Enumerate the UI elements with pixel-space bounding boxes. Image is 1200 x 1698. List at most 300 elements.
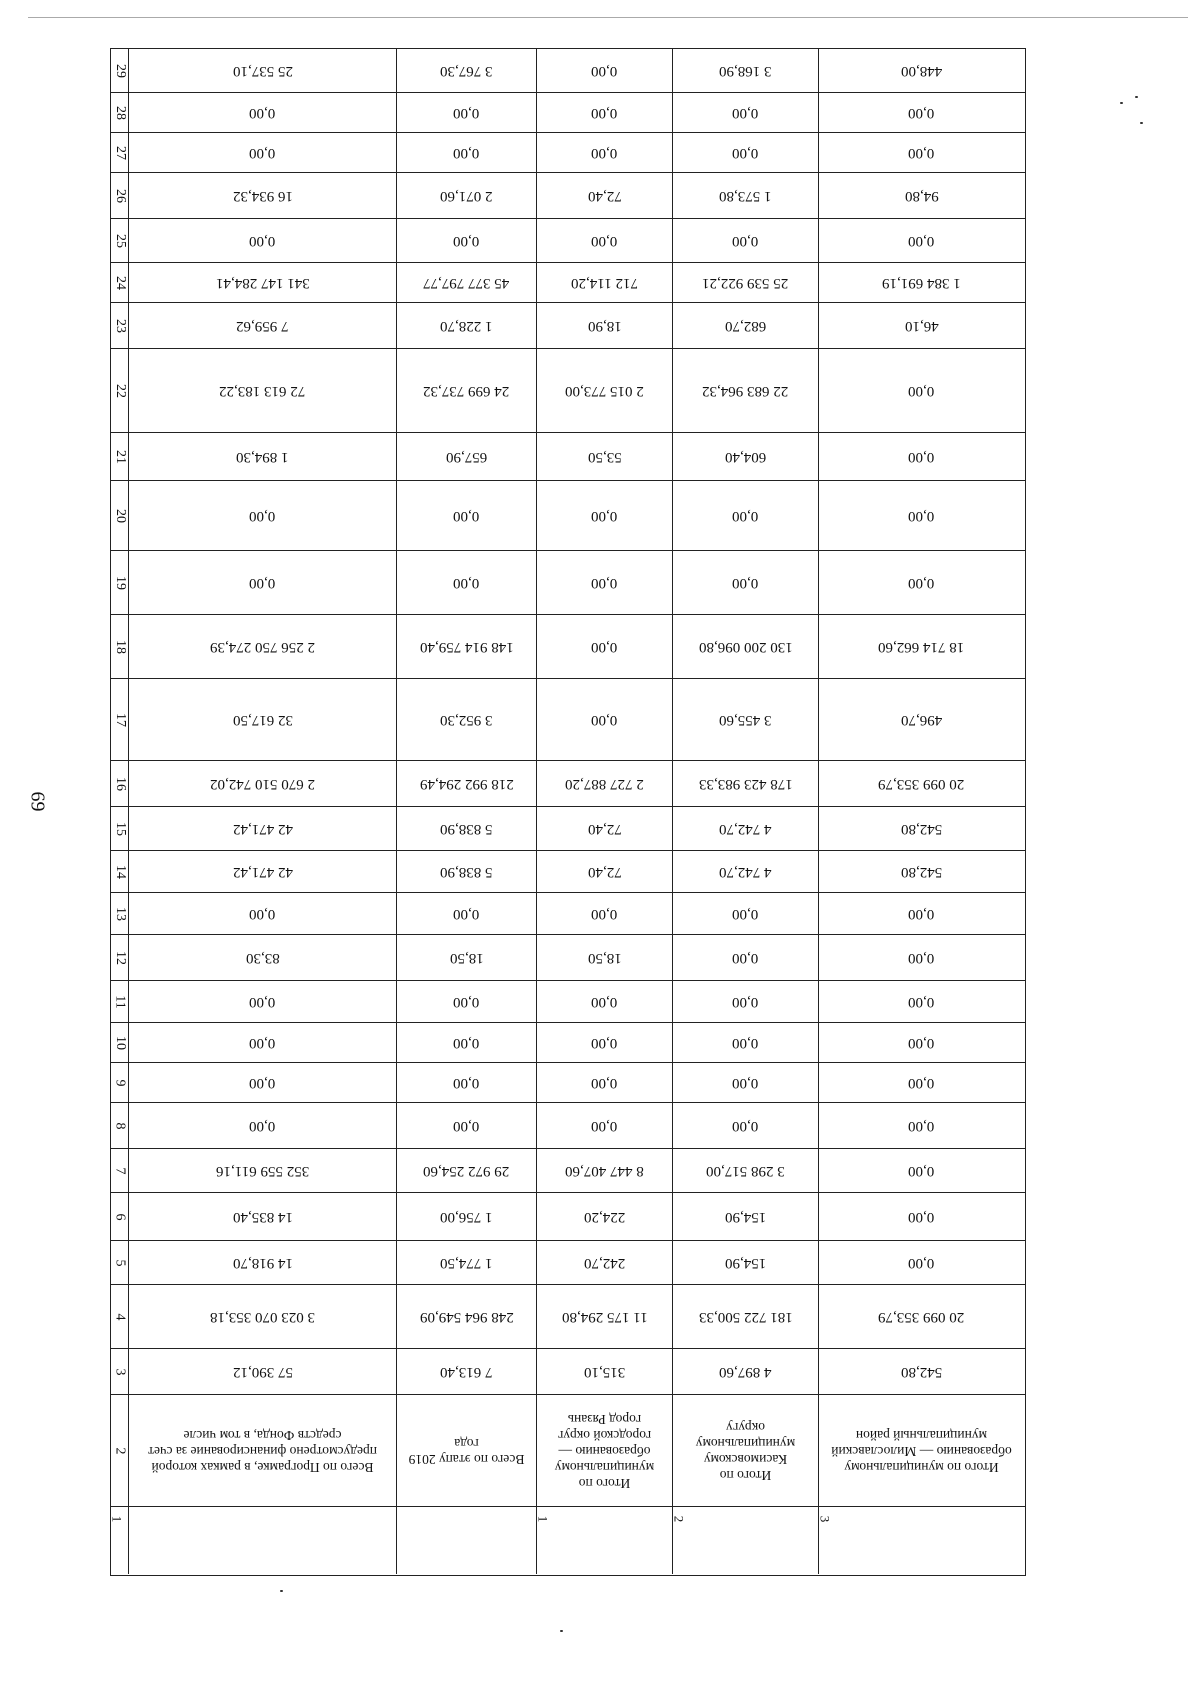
data-table [110,48,1026,1576]
column-number-row [111,1507,1025,1574]
column-header-text: Всего по этапу 2019 года [408,1435,525,1467]
table-row [111,49,1025,93]
table-cell [129,1285,397,1348]
table-cell [537,349,673,432]
table-cell-text: 4 742,70 [719,864,772,880]
table-cell [819,851,1024,892]
table-cell-text: 315,10 [583,1364,626,1380]
table-row [111,851,1025,893]
table-cell-text: 352 559 611,16 [215,1163,310,1179]
table-cell-text: 14 835,40 [232,1209,293,1225]
table-cell [673,1149,819,1192]
table-cell [129,981,397,1022]
table-cell-text: 712 114,20 [571,275,638,291]
table-cell [819,1193,1024,1240]
row-index [111,981,129,1022]
column-number: 2 [671,1515,687,1523]
table-cell-text: 20 099 353,79 [878,776,965,792]
table-cell [537,1241,673,1284]
row-index-text: 8 [112,1122,128,1129]
table-row [111,93,1025,133]
column-header-text: Итого по Касимовскому муниципальному округу [695,1419,796,1483]
table-cell [673,133,819,172]
table-cell-text: 0,00 [453,145,480,161]
row-index-text: 16 [112,776,128,791]
table-cell [673,893,819,934]
table-cell-text: 0,00 [732,1118,759,1134]
table-cell [673,615,819,678]
table-row [111,173,1025,219]
table-cell [397,173,537,218]
row-index-text: 18 [112,639,128,654]
table-cell-text: 0,00 [249,105,276,121]
table-row [111,219,1025,263]
table-row [111,433,1025,481]
table-cell [129,893,397,934]
table-cell [397,303,537,348]
row-index-text: 12 [112,950,128,965]
table-cell [537,1285,673,1348]
table-cell [397,349,537,432]
row-index [111,893,129,934]
table-cell [129,935,397,980]
table-cell [537,1023,673,1062]
table-cell [129,433,397,480]
table-cell [537,133,673,172]
table-cell-text: 0,00 [453,906,480,922]
row-index-text: 7 [112,1167,128,1174]
table-cell [397,219,537,262]
table-cell-text: 0,00 [453,508,480,524]
table-cell [819,1349,1024,1394]
table-cell-text: 542,80 [900,1364,943,1380]
table-cell [819,433,1024,480]
table-cell-text: 0,00 [591,508,618,524]
table-cell-text: 0,00 [453,575,480,591]
table-cell [673,349,819,432]
table-cell [129,1193,397,1240]
table-cell [537,1193,673,1240]
row-index-text: 27 [112,145,128,160]
table-cell [397,851,537,892]
table-cell [129,93,397,132]
scan-speck [1140,122,1143,124]
table-cell-text: 72,40 [587,821,622,837]
row-index [111,173,129,218]
table-cell [397,1103,537,1148]
table-cell-text: 0,00 [591,639,618,655]
column-header [397,1395,537,1506]
table-cell [397,893,537,934]
table-cell-text: 3 168,90 [719,63,772,79]
table-cell-text: 57 390,12 [232,1364,293,1380]
table-cell-text: 0,00 [732,508,759,524]
table-cell [819,1023,1024,1062]
table-row [111,1349,1025,1395]
table-cell [819,263,1024,302]
table-cell-text: 248 964 549,09 [419,1309,514,1325]
row-index [111,303,129,348]
table-cell-text: 0,00 [908,1209,935,1225]
table-row [111,1103,1025,1149]
table-cell-text: 53,50 [587,449,622,465]
table-cell-text: 1 573,80 [719,188,772,204]
table-row [111,1063,1025,1103]
table-cell-text: 29 972 254,60 [423,1163,510,1179]
table-cell-text: 32 617,50 [232,712,293,728]
table-cell [537,49,673,92]
scan-speck [560,1630,563,1632]
table-row [111,263,1025,303]
table-row [111,761,1025,807]
column-number-cell [111,1507,129,1574]
row-index [111,349,129,432]
table-cell-text: 148 914 759,40 [419,639,514,655]
table-cell-text: 0,00 [732,105,759,121]
page-number: 69 [26,791,49,812]
table-cell-text: 0,00 [591,906,618,922]
table-cell [537,551,673,614]
scan-speck [1120,102,1123,104]
row-index-text: 29 [112,63,128,78]
row-index-text: 23 [112,318,128,333]
table-cell-text: 0,00 [249,145,276,161]
row-index-text: 9 [112,1079,128,1086]
header-index [111,1395,129,1506]
table-cell [129,1149,397,1192]
table-cell [819,49,1024,92]
row-index [111,263,129,302]
table-cell-text: 1 894,30 [236,449,289,465]
table-row [111,1149,1025,1193]
table-cell-text: 18,50 [449,950,484,966]
table-cell-text: 1 228,70 [440,318,493,334]
table-cell-text: 0,00 [591,1118,618,1134]
table-cell-text: 0,00 [453,1075,480,1091]
table-cell [819,981,1024,1022]
table-cell-text: 0,00 [453,1035,480,1051]
row-index [111,851,129,892]
table-cell-text: 0,00 [732,950,759,966]
row-index-text: 6 [112,1213,128,1220]
table-cell [819,1063,1024,1102]
table-cell-text: 218 992 294,49 [419,776,514,792]
table-cell-text: 3 767,30 [440,63,493,79]
table-cell [819,1149,1024,1192]
table-cell [537,173,673,218]
column-header [819,1395,1024,1506]
table-cell [397,1241,537,1284]
table-cell-text: 0,00 [908,1075,935,1091]
table-cell-text: 72 613 183,22 [219,383,306,399]
row-index-text: 17 [112,712,128,727]
row-index-text: 14 [112,864,128,879]
row-index-text: 15 [112,821,128,836]
table-row [111,349,1025,433]
table-cell [673,49,819,92]
header-index-text: 2 [112,1447,128,1454]
table-cell-text: 0,00 [732,233,759,249]
table-cell [397,981,537,1022]
table-cell [819,761,1024,806]
row-index [111,93,129,132]
table-cell [129,1103,397,1148]
table-cell [819,679,1024,760]
table-row [111,615,1025,679]
table-cell-text: 0,00 [908,1163,935,1179]
table-cell-text: 542,80 [900,821,943,837]
table-cell [537,615,673,678]
table-cell [397,1149,537,1192]
table-cell-text: 0,00 [249,994,276,1010]
table-cell-text: 42 471,42 [232,821,293,837]
column-number: 1 [535,1515,551,1523]
row-index [111,761,129,806]
table-cell-text: 0,00 [908,1118,935,1134]
table-cell [673,679,819,760]
table-cell-text: 242,70 [583,1255,626,1271]
row-index-text: 13 [112,906,128,921]
table-cell [819,893,1024,934]
row-index [111,219,129,262]
table-cell [397,133,537,172]
table-cell-text: 0,00 [453,994,480,1010]
table-cell-text: 448,00 [900,63,943,79]
table-cell [537,219,673,262]
row-index-text: 4 [112,1313,128,1320]
column-number-cell [129,1507,397,1574]
column-number: 1 [109,1515,125,1523]
table-cell [397,433,537,480]
table-cell [537,481,673,550]
table-cell [129,761,397,806]
scan-speck [1135,96,1138,98]
table-cell-text: 0,00 [732,994,759,1010]
table-cell [673,1023,819,1062]
table-row [111,133,1025,173]
table-row [111,551,1025,615]
row-index-text: 21 [112,449,128,464]
column-header-text: Всего по Програмке, в рамках которой предусмотрено финансирование за счет средств Фонда, в том числе [148,1427,377,1475]
row-index [111,49,129,92]
table-cell-text: 0,00 [908,906,935,922]
table-cell [129,173,397,218]
table-cell-text: 0,00 [453,1118,480,1134]
table-cell [819,1241,1024,1284]
table-cell-text: 0,00 [908,233,935,249]
table-row [111,935,1025,981]
table-cell-text: 2 256 750 274,39 [210,639,315,655]
table-cell [537,761,673,806]
table-cell-text: 5 838,90 [440,864,493,880]
table-cell [673,173,819,218]
table-cell [397,93,537,132]
table-cell-text: 0,00 [249,1075,276,1091]
table-cell-text: 604,40 [724,449,767,465]
table-cell-text: 0,00 [453,233,480,249]
table-cell-text: 0,00 [908,1035,935,1051]
table-cell-text: 0,00 [732,906,759,922]
row-index-text: 28 [112,105,128,120]
table-cell [129,679,397,760]
table-cell-text: 341 147 284,41 [215,275,310,291]
row-index-text: 11 [112,994,128,1009]
row-index-text: 25 [112,233,128,248]
table-cell-text: 0,00 [591,233,618,249]
row-index-text: 5 [112,1259,128,1266]
table-row [111,1241,1025,1285]
table-cell-text: 0,00 [591,575,618,591]
table-cell [537,935,673,980]
table-cell [397,679,537,760]
table-cell [129,263,397,302]
table-cell-text: 1 774,50 [440,1255,493,1271]
table-cell-text: 0,00 [908,145,935,161]
table-cell-text: 0,00 [908,105,935,121]
table-cell-text: 0,00 [453,105,480,121]
table-cell [129,481,397,550]
table-cell-text: 3 023 070 353,18 [210,1309,315,1325]
row-index-text: 22 [112,383,128,398]
table-cell [537,303,673,348]
column-header-text: Итого по муниципальному образованию — городской округ город Рязань [554,1411,655,1491]
table-cell [537,851,673,892]
table-cell-text: 2 670 510 742,02 [210,776,315,792]
table-cell-text: 2 071,60 [440,188,493,204]
table-cell [537,263,673,302]
row-index-text: 19 [112,575,128,590]
table-cell [819,133,1024,172]
table-cell [537,679,673,760]
table-cell [397,935,537,980]
table-cell [673,433,819,480]
table-cell-text: 0,00 [249,575,276,591]
table-cell [673,1103,819,1148]
table-cell-text: 0,00 [908,575,935,591]
table-cell-text: 8 447 407,60 [565,1163,644,1179]
table-cell [537,93,673,132]
table-cell-text: 0,00 [591,105,618,121]
table-row [111,1193,1025,1241]
table-cell-text: 16 934,32 [232,188,293,204]
table-cell [397,1285,537,1348]
table-cell [673,935,819,980]
table-row [111,893,1025,935]
table-cell [537,893,673,934]
table-cell [129,1063,397,1102]
table-cell [397,49,537,92]
row-index [111,1023,129,1062]
table-cell [673,761,819,806]
row-index [111,1103,129,1148]
table-cell-text: 224,20 [583,1209,626,1225]
table-cell-text: 0,00 [249,233,276,249]
table-cell-text: 496,70 [900,712,943,728]
table-cell-text: 178 423 983,33 [698,776,793,792]
table-row [111,1285,1025,1349]
table-cell-text: 2 015 773,00 [565,383,644,399]
table-cell-text: 0,00 [249,1118,276,1134]
column-number-cell [537,1507,673,1574]
table-cell [129,49,397,92]
row-index [111,1063,129,1102]
row-index-text: 24 [112,275,128,290]
table-row [111,1023,1025,1063]
table-cell [673,1285,819,1348]
table-cell-text: 72,40 [587,188,622,204]
row-index-text: 3 [112,1368,128,1375]
table-cell [397,615,537,678]
table-cell [129,1023,397,1062]
table-cell [537,1149,673,1192]
row-index [111,481,129,550]
table-cell [673,303,819,348]
table-cell [397,263,537,302]
table-cell [819,615,1024,678]
row-index-text: 20 [112,508,128,523]
table-row [111,679,1025,761]
table-cell [129,807,397,850]
table-cell-text: 24 699 737,32 [423,383,510,399]
table-cell-text: 3 455,60 [719,712,772,728]
table-cell [819,173,1024,218]
column-header [129,1395,397,1506]
table-cell [819,551,1024,614]
row-index-text: 26 [112,188,128,203]
table-cell-text: 0,00 [908,1255,935,1271]
table-cell-text: 0,00 [732,145,759,161]
table-cell [673,1349,819,1394]
table-cell [397,1063,537,1102]
table-cell-text: 0,00 [732,1035,759,1051]
table-cell [673,551,819,614]
table-cell-text: 20 099 353,79 [878,1309,965,1325]
table-cell [129,303,397,348]
table-cell-text: 46,10 [904,318,939,334]
column-number-cell [397,1507,537,1574]
table-cell-text: 7 959,62 [236,318,289,334]
table-cell [673,851,819,892]
table-cell-text: 130 200 096,80 [698,639,793,655]
table-cell-text: 542,80 [900,864,943,880]
row-index-text: 10 [112,1035,128,1050]
table-cell [129,219,397,262]
table-row [111,807,1025,851]
table-cell [397,761,537,806]
table-cell [673,219,819,262]
table-cell [129,551,397,614]
row-index [111,433,129,480]
table-cell [129,1349,397,1394]
table-cell-text: 3 298 517,00 [706,1163,785,1179]
table-cell [819,481,1024,550]
table-cell-text: 0,00 [591,1075,618,1091]
table-cell [397,1349,537,1394]
table-cell [129,1241,397,1284]
table-cell-text: 72,40 [587,864,622,880]
table-cell-text: 7 613,40 [440,1364,493,1380]
table-row [111,303,1025,349]
table-cell-text: 45 377 797,77 [423,275,510,291]
table-row [111,981,1025,1023]
row-index [111,1241,129,1284]
column-number-cell [819,1507,1024,1574]
table-cell [397,551,537,614]
table-cell-text: 0,00 [591,994,618,1010]
table-cell-text: 1 756,00 [440,1209,493,1225]
row-index [111,679,129,760]
table-cell-text: 154,90 [724,1209,767,1225]
